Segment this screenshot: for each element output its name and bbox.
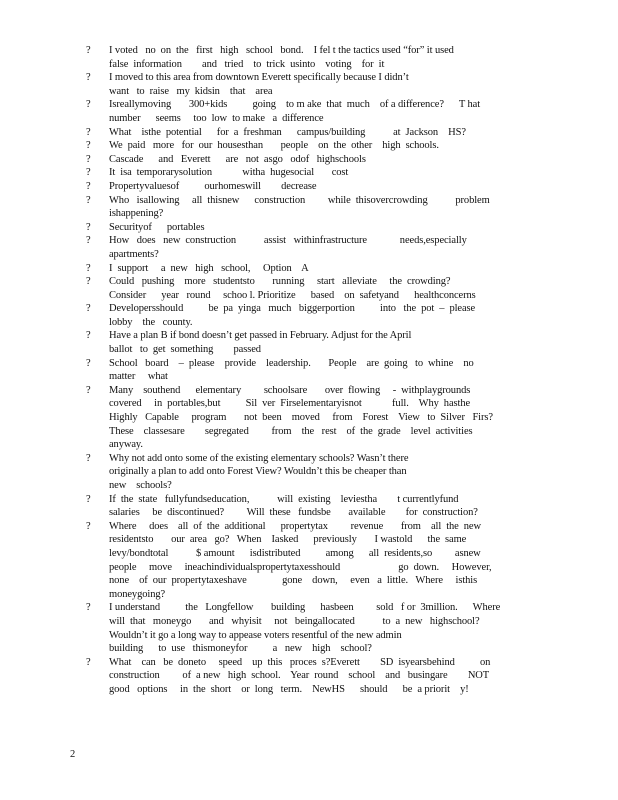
comment-item: [86, 194, 496, 221]
bullet-marker: ?: [86, 276, 91, 288]
comment-line: good options in the short or long term. NewHS should be a priorit y!: [109, 683, 469, 695]
comment-item: [86, 302, 496, 329]
bullet-marker: ?: [86, 452, 91, 464]
comment-item: [86, 221, 496, 235]
comment-line: Wouldn’t it go a long way to appease voters resentful of the new admin: [109, 629, 402, 641]
comment-text: [109, 493, 496, 520]
comment-line: Could pushing more studentsto running start alleviate the crowding?: [109, 276, 451, 288]
comment-line: I support a new high school, Option A: [109, 262, 309, 274]
comment-item: [86, 329, 496, 356]
comment-line: We paid more for our housesthan people on the other high schools.: [109, 140, 439, 152]
comment-item: [86, 126, 496, 140]
comment-line: Cascade and Everett are not asgo odof highschools: [109, 153, 366, 165]
comment-text: [109, 180, 496, 194]
comment-text: [109, 275, 496, 302]
comment-line: matter what: [109, 371, 168, 383]
comment-line: I voted no on the first high school bond. I fel t the tactics used “for” it used: [109, 45, 454, 56]
comment-text: [109, 601, 500, 655]
bullet-marker: ?: [86, 303, 91, 315]
comment-item: [86, 44, 496, 71]
bullet-marker: ?: [86, 140, 91, 152]
comment-text: [109, 221, 496, 235]
comment-line: construction of a new high school. Year round school and busingare NOT: [109, 670, 490, 682]
comment-text: [109, 329, 496, 356]
comment-line: How does new construction assist withinfrastructure needs,especially: [109, 235, 467, 247]
comment-line: moneygoing?: [109, 588, 166, 600]
comment-text: [109, 452, 496, 493]
comment-line: residentsto our area go? When Iasked previously I wastold the same: [109, 534, 467, 546]
comment-line: What can be doneto speed up this proces s?Everett SD isyearsbehind on: [109, 656, 491, 668]
bullet-marker: ?: [86, 99, 91, 111]
comment-line: will that moneygo and whyisit not beingallocated to a new highschool?: [109, 615, 480, 627]
comment-text: [109, 520, 496, 602]
comment-line: I understand the Longfellow building hasbeen sold f or 3million. Where: [109, 602, 501, 614]
comment-item: [86, 166, 496, 180]
comment-item: [86, 601, 501, 655]
comment-text: [109, 139, 496, 153]
comment-item: [86, 452, 496, 493]
comment-line: people move ineachindividualspropertytaxesshould go down. However,: [109, 561, 492, 573]
comment-text: [109, 384, 496, 452]
comment-item: [86, 98, 496, 125]
comment-line: Consider year round schoo l. Prioritize based on safetyand healthconcerns: [109, 289, 476, 301]
comment-line: Highly Capable program not been moved from Forest View to Silver Firs?: [109, 412, 493, 424]
bullet-marker: ?: [86, 357, 91, 369]
bullet-marker: ?: [86, 656, 91, 668]
comment-text: [109, 71, 496, 98]
comment-line: salaries be discontinued? Will these fundsbe available for construction?: [109, 507, 478, 519]
comment-line: anyway.: [109, 439, 143, 451]
comment-line: These classesare segregated from the rest of the grade level activities: [109, 425, 473, 437]
comment-text: [109, 166, 496, 180]
comment-line: I moved to this area from downtown Everett specifically because I didn’t: [109, 72, 409, 84]
comment-line: none of our propertytaxeshave gone down, even a little. Where isthis: [109, 575, 478, 587]
bullet-marker: ?: [86, 72, 91, 84]
comment-line: building to use thismoneyfor a new high school?: [109, 643, 372, 655]
comment-text: [109, 302, 496, 329]
comment-line: originally a plan to add onto Forest View? Wouldn’t this be cheaper than: [109, 466, 407, 478]
comment-item: [86, 71, 496, 98]
comment-text: [109, 234, 496, 261]
comment-text: [109, 153, 496, 167]
comment-item: [86, 180, 496, 194]
comment-list: [86, 44, 501, 697]
bullet-marker: ?: [86, 153, 91, 165]
comment-item: [86, 139, 496, 153]
comment-line: Securityof portables: [109, 221, 205, 233]
comment-line: School board – please provide leadership. People are going to whine no: [109, 357, 474, 369]
bullet-marker: ?: [86, 330, 91, 342]
comment-text: [109, 44, 496, 71]
bullet-marker: ?: [86, 384, 91, 396]
comment-line: false information and tried to trick usinto voting for it: [109, 58, 385, 70]
comment-line: Isreallymoving 300+kids going to m ake that much of a difference? T hat: [109, 99, 481, 111]
bullet-marker: ?: [86, 180, 91, 192]
bullet-marker: ?: [86, 221, 91, 233]
comment-line: new schools?: [109, 480, 172, 491]
comment-item: [86, 262, 496, 276]
comment-text: [109, 357, 496, 384]
comment-line: Where does all of the additional propertytax revenue from all the new: [109, 520, 481, 532]
bullet-marker: ?: [86, 45, 91, 56]
comment-item: [86, 153, 496, 167]
comment-line: Why not add onto some of the existing elementary schools? Wasn’t there: [109, 452, 409, 464]
comment-line: It isa temporarysolution witha hugesocial cost: [109, 167, 349, 179]
bullet-marker: ?: [86, 520, 91, 532]
comment-line: lobby the county.: [109, 316, 193, 328]
page-number: 2: [70, 749, 76, 760]
comment-item: [86, 520, 496, 602]
bullet-marker: ?: [86, 262, 91, 274]
comment-line: ishappening?: [109, 208, 164, 220]
comment-text: [109, 262, 496, 276]
comment-item: [86, 234, 496, 261]
comment-item: [86, 384, 496, 452]
comment-line: levy/bondtotal $ amount isdistributed among all residents,so asnew: [109, 547, 481, 559]
comment-text: [109, 194, 496, 221]
comment-line: If the state fullyfundseducation, will existing leviestha t currentlyfund: [109, 493, 459, 505]
comment-item: [86, 357, 496, 384]
comment-text: [109, 126, 496, 140]
comment-line: Propertyvaluesof ourhomeswill decrease: [109, 180, 317, 192]
bullet-marker: ?: [86, 126, 91, 138]
comment-line: ballot to get something passed: [109, 344, 261, 356]
comment-line: number seems too low to make a difference: [109, 112, 324, 124]
comment-line: apartments?: [109, 248, 159, 260]
comment-item: [86, 656, 496, 697]
comment-item: [86, 275, 496, 302]
bullet-marker: ?: [86, 194, 91, 206]
bullet-marker: ?: [86, 167, 91, 179]
bullet-marker: ?: [86, 493, 91, 505]
comment-line: want to raise my kidsin that area: [109, 85, 273, 97]
comment-line: covered in portables,but Sil ver Firselementaryisnot full. Why hasthe: [109, 398, 471, 410]
comment-text: [109, 98, 496, 125]
comment-line: Many southend elementary schoolsare over flowing - withplaygrounds: [109, 384, 471, 396]
comment-text: [109, 656, 496, 697]
comment-line: Developersshould be pa yinga much biggerportion into the pot – please: [109, 303, 476, 315]
comment-item: [86, 493, 496, 520]
bullet-marker: ?: [86, 602, 91, 614]
comment-line: Have a plan B if bond doesn’t get passed in February. Adjust for the April: [109, 330, 412, 342]
comment-line: Who isallowing all thisnew construction while thisovercrowding problem: [109, 194, 490, 206]
comment-line: What isthe potential for a freshman campus/building at Jackson HS?: [109, 126, 466, 138]
bullet-marker: ?: [86, 235, 91, 247]
